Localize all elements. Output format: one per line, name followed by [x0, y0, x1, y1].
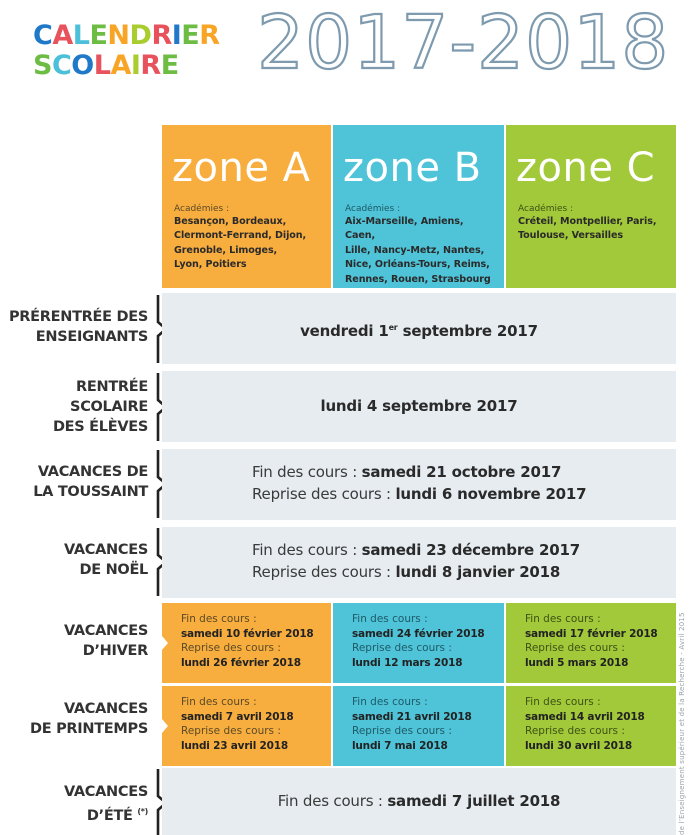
end-label: Fin des cours : — [277, 792, 388, 810]
title-letter: N — [107, 20, 130, 51]
zone-b-academies-label: Académies : — [345, 204, 401, 214]
zone-b-header — [333, 125, 504, 288]
title-line-calendrier — [33, 22, 220, 52]
label-line: PRÉRENTRÉE DES — [8, 309, 148, 325]
resume-date: lundi 6 novembre 2017 — [395, 485, 587, 503]
academies-line: Grenoble, Limoges, — [174, 244, 278, 256]
row-prerentree — [162, 293, 676, 364]
end-date: samedi 10 février 2018 — [181, 627, 314, 640]
label-line: DE NOËL — [79, 562, 148, 578]
label-line: SCOLAIRE — [70, 399, 148, 415]
academies-line: Lyon, Poitiers — [174, 259, 247, 271]
title-letter: E — [160, 50, 179, 81]
row-label-ete — [0, 782, 148, 826]
date-text: septembre 2017 — [397, 322, 538, 340]
calendar-title — [33, 22, 220, 82]
zone-b-academies-list — [345, 215, 492, 287]
label-line: DE PRINTEMPS — [29, 721, 148, 737]
label-line: RENTRÉE — [76, 379, 148, 395]
resume-label: Reprise des cours : — [181, 642, 281, 654]
row-label-printemps — [0, 699, 148, 739]
end-date: samedi 14 avril 2018 — [525, 710, 645, 723]
academies-line: Toulouse, Versailles — [518, 230, 624, 242]
end-date: samedi 24 février 2018 — [352, 627, 485, 640]
end-label: Fin des cours : — [525, 696, 601, 708]
zone-c-academies-list — [518, 215, 664, 244]
zone-b-name: zone B — [343, 145, 482, 191]
title-letter: A — [52, 20, 73, 51]
title-letter: O — [71, 50, 94, 81]
ete-dates — [162, 790, 676, 812]
title-letter: C — [33, 20, 53, 51]
credit-text: de l’Enseignement supérieur et de la Recherche - Avril 2015 — [678, 612, 686, 835]
resume-label: Reprise des cours : — [252, 563, 396, 581]
footnote-marker: (*) — [137, 807, 148, 816]
label-line: VACANCES — [63, 542, 148, 558]
label-line: VACANCES DE — [37, 464, 148, 480]
academies-line: Créteil, Montpellier, Paris, — [518, 216, 657, 227]
title-letter: I — [171, 20, 182, 51]
title-letter: D — [129, 20, 152, 51]
hiver-zone-b — [333, 603, 504, 683]
year-range: 2017-2018 — [257, 0, 670, 86]
resume-date: lundi 26 février 2018 — [181, 656, 301, 669]
academies-line: Besançon, Bordeaux, — [174, 216, 287, 227]
resume-date: lundi 7 mai 2018 — [352, 739, 448, 752]
title-letter: A — [110, 50, 131, 81]
printemps-zone-a — [162, 686, 331, 766]
resume-label: Reprise des cours : — [352, 642, 452, 654]
label-line: D’HIVER — [82, 643, 148, 659]
resume-label: Reprise des cours : — [181, 725, 281, 737]
hiver-zone-c — [506, 603, 676, 683]
resume-date: lundi 30 avril 2018 — [525, 739, 632, 752]
resume-label: Reprise des cours : — [352, 725, 452, 737]
zone-c-header — [506, 125, 676, 288]
resume-label: Reprise des cours : — [525, 642, 625, 654]
academies-line: Clermont-Ferrand, Dijon, — [174, 230, 307, 242]
end-date: samedi 21 avril 2018 — [352, 710, 472, 723]
rentree-date — [162, 395, 676, 417]
zone-c-name: zone C — [516, 145, 656, 191]
notch-arrow-icon — [162, 719, 168, 733]
date-text: vendredi 1 — [300, 322, 389, 340]
end-label: Fin des cours : — [252, 463, 362, 481]
title-line-scolaire — [33, 52, 220, 82]
label-line: VACANCES — [63, 784, 148, 800]
academies-line: Lille, Nancy-Metz, Nantes, — [345, 244, 485, 256]
printemps-zone-c — [506, 686, 676, 766]
academies-line: Nice, Orléans-Tours, Reims, — [345, 259, 490, 271]
date-sup: er — [388, 323, 398, 332]
zone-a-academies-label: Académies : — [174, 204, 230, 214]
title-letter: R — [151, 20, 172, 51]
toussaint-dates — [252, 461, 676, 505]
row-label-rentree — [0, 377, 148, 437]
hiver-zone-a — [162, 603, 331, 683]
end-label: Fin des cours : — [181, 696, 257, 708]
resume-label: Reprise des cours : — [525, 725, 625, 737]
end-date: samedi 23 décembre 2017 — [361, 541, 580, 559]
noel-dates — [252, 539, 676, 583]
label-line: ENSEIGNANTS — [35, 329, 148, 345]
label-line: LA TOUSSAINT — [33, 484, 148, 500]
end-date: samedi 7 juillet 2018 — [387, 792, 561, 810]
end-date: samedi 21 octobre 2017 — [361, 463, 562, 481]
row-label-toussaint — [0, 462, 148, 502]
title-letter: E — [89, 20, 108, 51]
zone-a-academies-list — [174, 215, 319, 273]
resume-label: Reprise des cours : — [252, 485, 396, 503]
title-letter: R — [199, 20, 220, 51]
label-line: D’ÉTÉ — [86, 808, 133, 824]
title-letter: L — [93, 50, 111, 81]
label-line: DES ÉLÈVES — [52, 419, 148, 435]
resume-date: lundi 5 mars 2018 — [525, 656, 629, 669]
title-letter: I — [130, 50, 141, 81]
end-date: samedi 7 avril 2018 — [181, 710, 294, 723]
row-label-prerentree — [0, 307, 148, 347]
end-date: samedi 17 février 2018 — [525, 627, 658, 640]
end-label: Fin des cours : — [352, 696, 428, 708]
label-line: VACANCES — [63, 623, 148, 639]
printemps-zone-b — [333, 686, 504, 766]
academies-line: Rennes, Rouen, Strasbourg — [345, 273, 491, 285]
title-letter: E — [181, 20, 200, 51]
row-ete — [162, 768, 676, 835]
row-rentree — [162, 371, 676, 442]
date-text: lundi 4 septembre 2017 — [320, 397, 518, 415]
title-letter: R — [140, 50, 161, 81]
zone-c-academies-label: Académies : — [518, 204, 574, 214]
title-letter: C — [51, 50, 72, 81]
notch-arrow-icon — [162, 636, 168, 650]
end-label: Fin des cours : — [181, 613, 257, 625]
zone-a-name: zone A — [172, 145, 311, 191]
resume-date: lundi 12 mars 2018 — [352, 656, 463, 669]
label-line: VACANCES — [63, 701, 148, 717]
title-letter: S — [33, 50, 52, 81]
row-noel — [162, 527, 676, 598]
row-label-hiver — [0, 621, 148, 661]
title-letter: L — [72, 20, 90, 51]
end-label: Fin des cours : — [352, 613, 428, 625]
row-label-noel — [0, 540, 148, 580]
end-label: Fin des cours : — [525, 613, 601, 625]
prerentree-date — [162, 317, 676, 342]
end-label: Fin des cours : — [252, 541, 362, 559]
zone-a-header — [162, 125, 331, 288]
resume-date: lundi 8 janvier 2018 — [395, 563, 561, 581]
academies-line: Aix-Marseille, Amiens, Caen, — [345, 216, 464, 242]
row-toussaint — [162, 449, 676, 520]
resume-date: lundi 23 avril 2018 — [181, 739, 288, 752]
